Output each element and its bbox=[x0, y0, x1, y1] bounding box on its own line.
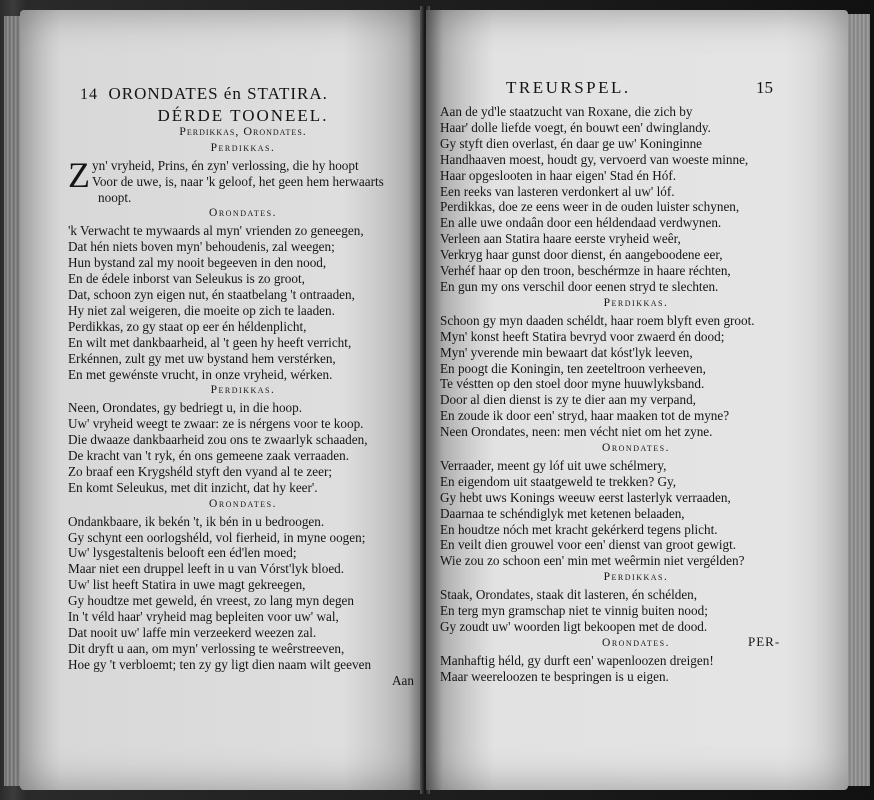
verse-line: Gy hebt uws Konings weeuw eerst lasterlyk verraaden, bbox=[440, 489, 731, 505]
speaker-heading: Orondates. bbox=[602, 442, 670, 455]
verse-line: Gy schynt een oorlogshéld, vol fierheid, in myne oogen; bbox=[68, 529, 366, 545]
verse-line: En houdtze nóch met kracht gekérkerd tegens plicht. bbox=[440, 521, 718, 537]
verse-line: Verleen aan Statira haare eerste vryheid weêr, bbox=[440, 231, 681, 247]
right-page bbox=[426, 10, 848, 790]
left-catchword: Aan bbox=[392, 672, 414, 688]
speaker-heading: Orondates. bbox=[209, 497, 277, 510]
verse-line: Hun bystand zal my nooit begeeven in den nood, bbox=[68, 255, 327, 271]
verse-line: Voor de uwe, is, naar 'k geloof, het geen hem herwaarts bbox=[92, 173, 384, 189]
act-title: DÉRDE TOONEEL. bbox=[157, 106, 329, 125]
verse-line: Haar opgeslooten in haar eigen' Stad én Hóf. bbox=[440, 167, 677, 183]
left-text-block bbox=[68, 86, 418, 689]
speaker-heading: Perdikkas. bbox=[603, 296, 669, 309]
verse-line: Zo braaf een Krygshéld styft den vyand al te zeer; bbox=[68, 463, 333, 479]
verse-line: Dat nooit uw' laffe min verzeekerd weezen zal. bbox=[68, 625, 317, 640]
verse-line: Verkryg haar gunst door dienst, én aangeboodene eer, bbox=[440, 247, 723, 263]
verse-line: Te véstten op den stoel door myne huuwlyksband. bbox=[440, 376, 705, 392]
left-page-edges bbox=[4, 16, 20, 786]
verse-line: Maar weereloozen te bespringen is u eigen. bbox=[440, 668, 669, 684]
left-page-number: 14 bbox=[80, 86, 98, 103]
right-catchword: PER- bbox=[748, 634, 781, 649]
verse-line: Een reeks van lasteren verdonkert al uw' lóf. bbox=[440, 183, 675, 199]
verse-line: En gun my ons verschil door eenen stryd te slechten. bbox=[440, 278, 719, 294]
verse-line: Die dwaaze dankbaarheid zou ons te zwaarlyk schaaden, bbox=[68, 432, 368, 448]
verse-line: Erkénnen, zult gy met uw bystand hem verstérken, bbox=[68, 350, 336, 366]
verse-line: Uw' vryheid weegt te zwaar: ze is nérgens voor te koop. bbox=[68, 416, 364, 432]
verse-line: Verraader, meent gy lóf uit uwe schélmery, bbox=[440, 457, 667, 473]
verse-line: En wilt met dankbaarheid, al 't geen hy heeft verricht, bbox=[68, 334, 352, 350]
verse-line: Neen, Orondates, gy bedriegt u, in die hoop. bbox=[68, 400, 303, 416]
speaker-heading: Perdikkas. bbox=[603, 571, 669, 584]
verse-line: Gy styft dien overlast, én daar ge uw' Koninginne bbox=[440, 135, 703, 151]
verse-line: Zyn' vryheid, Prins, én zyn' verlossing, die hy hoopt bbox=[68, 154, 359, 195]
verse-line: Maar niet een druppel leeft in u van Vórst'lyk bloed. bbox=[68, 561, 345, 577]
left-running-title: ORONDATES én STATIRA. bbox=[108, 84, 328, 103]
right-dialogue bbox=[440, 104, 832, 685]
verse-line: Dat, schoon zyn eigen nut, én staatbelang 't ontraaden, bbox=[68, 286, 355, 302]
verse-line: Gy houdtze met geweld, én vreest, zo lang myn degen bbox=[68, 593, 355, 609]
scene-speakers: Perdikkas, Orondates. bbox=[179, 123, 307, 138]
right-running-title: TREURSPEL. bbox=[506, 78, 631, 97]
verse-line: Hoe gy 't verbloemt; ten zy gy ligt dien naam wilt geeven bbox=[68, 656, 372, 672]
verse-line: Uw' list heeft Statira in uwe magt gekreegen, bbox=[68, 577, 306, 593]
verse-line: Door al dien dienst is zy te dier aan my verpand, bbox=[440, 392, 696, 408]
verse-line: noopt. bbox=[98, 189, 132, 205]
verse-line: Perdikkas, zo gy staat op eer én héldenplicht, bbox=[68, 318, 307, 334]
verse-line: En eigendom uit staatgeweld te trekken? Gy, bbox=[440, 473, 677, 489]
verse-line: En alle uwe ondaân door een héldendaad verdwynen. bbox=[440, 215, 722, 231]
verse-line: In 't véld haar' vryheid mag bepleiten voor uw' wal, bbox=[68, 609, 339, 625]
speaker-heading: Perdikkas. bbox=[210, 384, 276, 397]
drop-cap: Z bbox=[68, 154, 90, 195]
verse-line: Dit dryft u aan, om myn' verlossing te weêrstreeven, bbox=[68, 640, 345, 656]
verse-line: Handhaaven moest, houdt gy, vervoerd van woeste minne, bbox=[440, 151, 749, 167]
verse-line: Neen Orondates, neen: men vécht niet om het zyne. bbox=[440, 424, 713, 440]
verse-line: En komt Seleukus, met dit inzicht, dat hy keer'. bbox=[68, 479, 318, 495]
verse-line: En de édele inborst van Seleukus is zo groot, bbox=[68, 271, 305, 287]
verse-line: Manhaftig héld, gy durft een' wapenloozen dreigen! bbox=[440, 652, 714, 668]
verse-line: Myn' yverende min bewaart dat kóst'lyk leeven, bbox=[440, 344, 693, 360]
speaker-heading: Orondates. bbox=[209, 207, 277, 220]
left-page bbox=[20, 10, 424, 790]
verse-line: Verhéf haar op den troon, beschérmze in haare réchten, bbox=[440, 263, 731, 279]
verse-line: Schoon gy myn daaden schéldt, haar roem blyft even groot. bbox=[440, 312, 755, 328]
verse-line: Gy zoudt uw' woorden ligt bekoopen met de dood. bbox=[440, 619, 708, 634]
verse-line: En terg myn gramschap niet te vinnig buiten nood; bbox=[440, 603, 708, 619]
right-page-number: 15 bbox=[756, 78, 773, 97]
left-dialogue bbox=[68, 141, 418, 673]
verse-line: Staak, Orondates, staak dit lasteren, én schélden, bbox=[440, 587, 698, 603]
right-text-block bbox=[440, 104, 832, 685]
verse-line: En poogt die Koningin, ten zeeteltroon verheeven, bbox=[440, 360, 706, 376]
verse-line: En zoude ik door een' stryd, haar maaken tot de myne? bbox=[440, 408, 730, 424]
verse-line: Hy niet zal weigeren, die moeite op zich te laaden. bbox=[68, 302, 335, 318]
verse-line: En veilt dien grouwel voor een' dienst van groot gewigt. bbox=[440, 537, 737, 553]
verse-line: Myn' konst heeft Statira bevryd voor zwaerd én dood; bbox=[440, 328, 725, 344]
verse-line: Uw' lysgestaltenis belooft een éd'len moed; bbox=[68, 545, 297, 561]
verse-line: De kracht van 't ryk, én ons gemeene zaak verraaden. bbox=[68, 448, 350, 464]
verse-line: 'k Verwacht te mywaards al myn' vrienden zo geneegen, bbox=[68, 223, 364, 239]
speaker-heading: Orondates. bbox=[602, 636, 670, 649]
verse-line: Haar' dolle liefde voegt, én bouwt een' dwinglandy. bbox=[440, 119, 711, 135]
verse-line: Dat hén niets boven myn' behoudenis, zal weegen; bbox=[68, 239, 335, 255]
right-page-edges bbox=[848, 14, 870, 786]
verse-line: Ondankbaare, ik bekén 't, ik bén in u bedroogen. bbox=[68, 513, 325, 529]
verse-line: En met gewénste vrucht, in onze vryheid, wérken. bbox=[68, 366, 333, 382]
verse-line: Wie zou zo schoon een' min met weêrmin niet vergélden? bbox=[440, 553, 745, 569]
verse-line: Aan de yd'le staatzucht van Roxane, die zich by bbox=[440, 104, 693, 119]
speaker-heading: Perdikkas. bbox=[210, 141, 276, 154]
verse-line: Daarnaa te schéndiglyk met ketenen belaaden, bbox=[440, 505, 685, 521]
verse-line: Perdikkas, doe ze eens weer in de ouden luister schynen, bbox=[440, 199, 740, 215]
